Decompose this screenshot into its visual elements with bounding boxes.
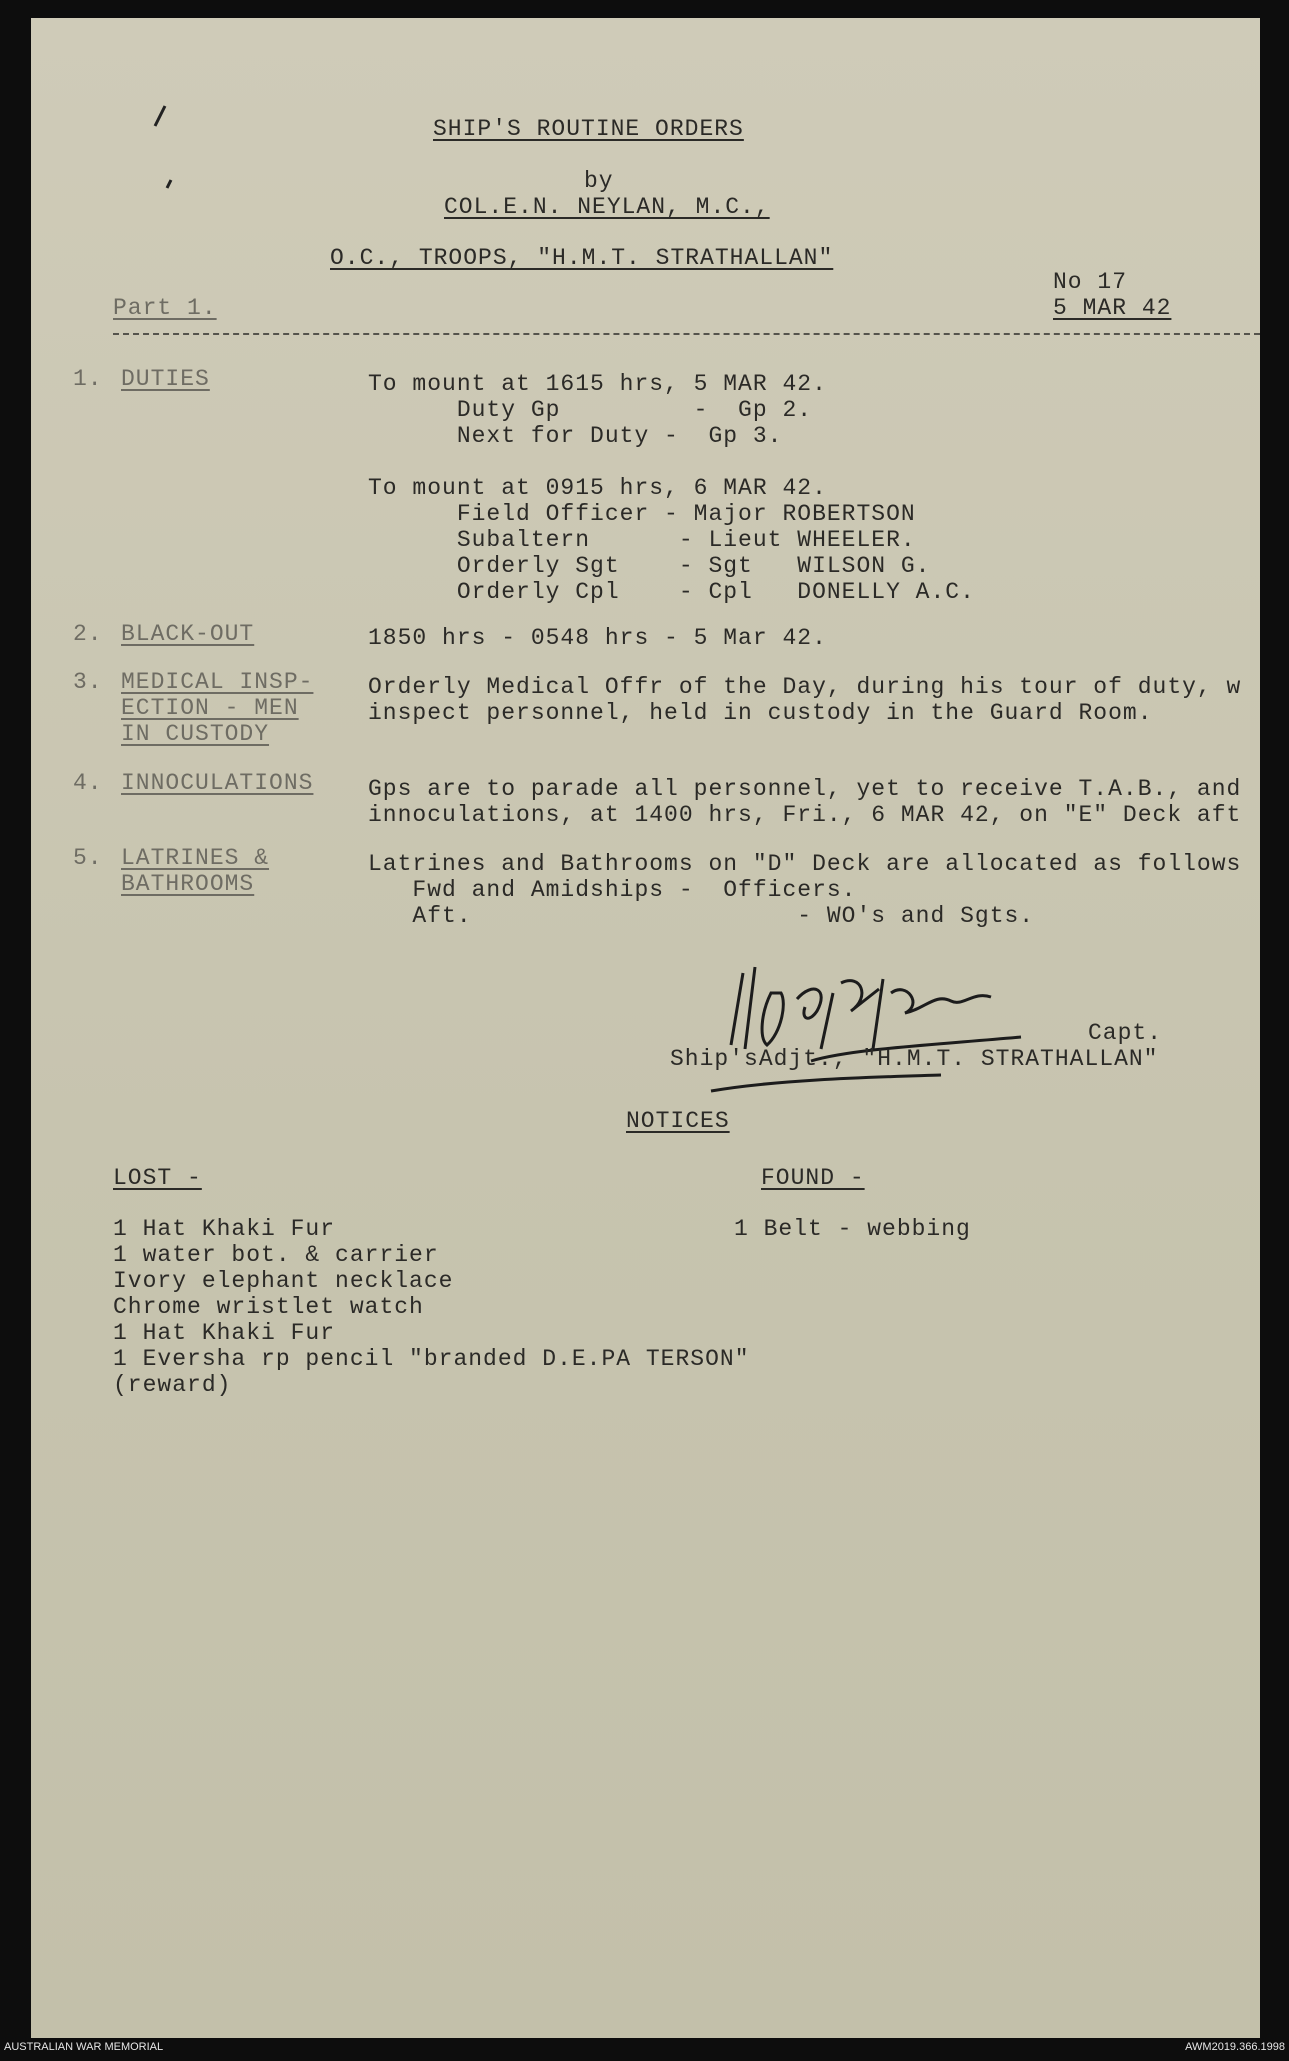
item-heading: MEDICAL INSP- (121, 669, 314, 695)
item-line: Orderly Cpl - Cpl DONELLY A.C. (368, 579, 975, 605)
footer-accession: AWM2019.366.1998 (1185, 2041, 1285, 2053)
handwritten-signature (701, 953, 1041, 1103)
lost-heading: LOST - (113, 1165, 202, 1191)
order-number: No 17 (1053, 269, 1128, 295)
item-number: 4. (73, 770, 103, 796)
item-line: Fwd and Amidships - Officers. (368, 877, 857, 903)
order-date: 5 MAR 42 (1053, 295, 1172, 321)
item-line: innoculations, at 1400 hrs, Fri., 6 MAR 42, on "E" Deck aft (368, 802, 1242, 828)
item-number: 1. (73, 366, 103, 392)
item-line: Orderly Sgt - Sgt WILSON G. (368, 553, 931, 579)
lost-item: 1 water bot. & carrier (113, 1242, 439, 1268)
item-line: To mount at 0915 hrs, 6 MAR 42. (368, 475, 827, 501)
lost-item: Chrome wristlet watch (113, 1294, 424, 1320)
by-line: by (584, 168, 614, 194)
lost-item: 1 Hat Khaki Fur (113, 1216, 336, 1242)
item-line: inspect personnel, held in custody in the Guard Room. (368, 700, 1153, 726)
item-heading: BLACK-OUT (121, 621, 255, 647)
item-line: Aft. - WO's and Sgts. (368, 903, 1035, 929)
item-line: 1850 hrs - 0548 hrs - 5 Mar 42. (368, 625, 827, 651)
item-number: 3. (73, 669, 103, 695)
item-line: Duty Gp - Gp 2. (368, 397, 813, 423)
notices-heading: NOTICES (626, 1108, 730, 1134)
author-role: O.C., TROOPS, "H.M.T. STRATHALLAN" (330, 245, 834, 271)
lost-item: 1 Eversha rp pencil "branded D.E.PA TERSON" (113, 1346, 750, 1372)
author: COL.E.N. NEYLAN, M.C., (444, 194, 770, 220)
item-heading: IN CUSTODY (121, 721, 270, 747)
item-line: Field Officer - Major ROBERTSON (368, 501, 916, 527)
item-line: Gps are to parade all personnel, yet to receive T.A.B., and (368, 776, 1242, 802)
item-heading: BATHROOMS (121, 871, 255, 897)
item-heading: INNOCULATIONS (121, 770, 314, 796)
item-number: 2. (73, 621, 103, 647)
item-line: Subaltern - Lieut WHEELER. (368, 527, 916, 553)
signatory-rank: Capt. (1088, 1020, 1163, 1046)
found-item: 1 Belt - webbing (734, 1216, 971, 1242)
header-rule (113, 333, 1260, 335)
document-title: SHIP'S ROUTINE ORDERS (433, 116, 744, 142)
lost-item: Ivory elephant necklace (113, 1268, 454, 1294)
item-heading: ECTION - MEN (121, 695, 299, 721)
item-line: Orderly Medical Offr of the Day, during his tour of duty, w (368, 674, 1242, 700)
part-label: Part 1. (113, 295, 217, 321)
item-heading: DUTIES (121, 366, 210, 392)
footer-credit: AUSTRALIAN WAR MEMORIAL (4, 2041, 164, 2053)
document-page (31, 18, 1260, 2038)
item-heading: LATRINES & (121, 845, 270, 871)
signatory-title: Ship'sAdjt., "H.M.T. STRATHALLAN" (670, 1046, 1159, 1072)
found-heading: FOUND - (761, 1165, 865, 1191)
lost-item: (reward) (113, 1372, 232, 1398)
item-number: 5. (73, 845, 103, 871)
item-line: To mount at 1615 hrs, 5 MAR 42. (368, 371, 827, 397)
item-line: Next for Duty - Gp 3. (368, 423, 783, 449)
lost-item: 1 Hat Khaki Fur (113, 1320, 336, 1346)
item-line: Latrines and Bathrooms on "D" Deck are allocated as follows (368, 851, 1242, 877)
pen-marks (151, 98, 191, 208)
